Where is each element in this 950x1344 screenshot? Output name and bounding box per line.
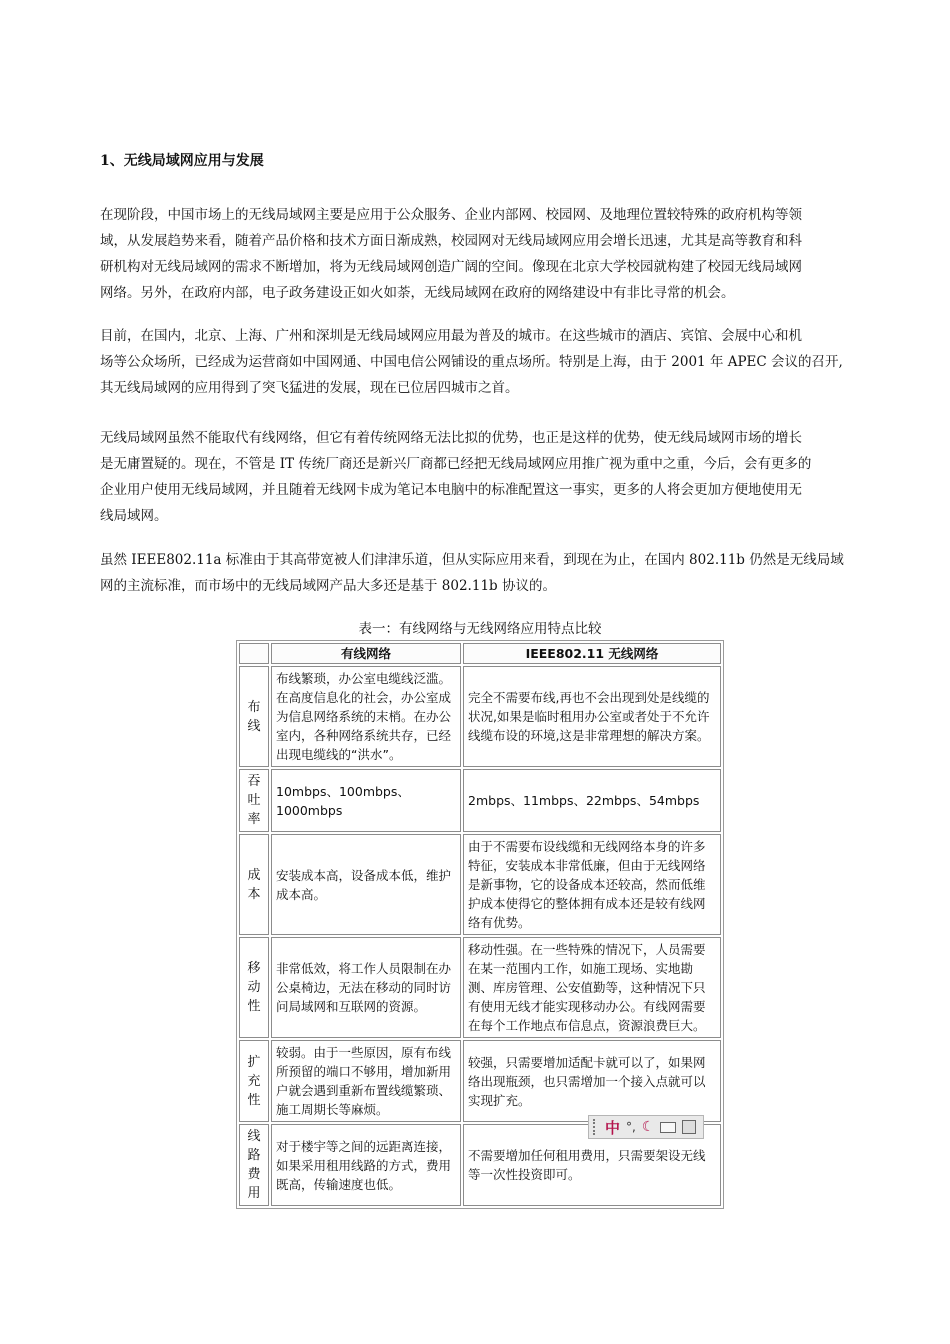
input-mode-toggle[interactable]: 中	[605, 1118, 621, 1137]
row-label-char: 吐	[247, 793, 261, 808]
wireless-cell: 由于不需要布设线缆和无线网络本身的许多特征，安装成本非常低廉，但由于无线网络是新事物，它的设备成本还较高，然而低维护成本使得它的整体拥有成本还是较有线网络有优势。	[463, 834, 721, 935]
paragraph-line: 域，从发展趋势来看，随着产品价格和技术方面日渐成熟，校园网对无线局域网应用会增长迅速，尤其是高等教育和科	[100, 233, 802, 249]
row-label	[239, 937, 269, 1038]
table-row	[239, 834, 721, 935]
keyboard-icon[interactable]	[660, 1122, 676, 1133]
comparison-table-image	[236, 640, 724, 1201]
row-label-char: 费	[247, 1167, 261, 1182]
table-row	[239, 769, 721, 832]
row-label-char: 吞	[247, 774, 261, 789]
row-label-char: 性	[247, 1092, 261, 1108]
paragraph-line: 无线局域网虽然不能取代有线网络，但它有着传统网络无法比拟的优势，也正是这样的优势，使无线局域网市场的增长	[100, 430, 802, 446]
wireless-cell: 较强，只需要增加适配卡就可以了，如果网络出现瓶颈，也只需增加一个接入点就可以实现扩充。	[463, 1040, 721, 1122]
table-caption: 表一：有线网络与无线网络应用特点比较	[358, 621, 602, 637]
row-label	[239, 834, 269, 935]
row-label-char: 用	[247, 1186, 261, 1201]
paragraph-line: 网络。另外，在政府内部，电子政务建设正如火如荼，无线局域网在政府的网络建设中有非比寻常的机会。	[100, 285, 735, 301]
wired-cell: 10mbps、100mbps、1000mbps	[271, 769, 461, 832]
row-label-char: 率	[247, 812, 261, 827]
paragraph-line: 网的主流标准，而市场中的无线局域网产品大多还是基于 802.11b 协议的。	[100, 578, 556, 594]
row-label-char: 充	[247, 1073, 261, 1089]
paragraph-line: 在现阶段，中国市场上的无线局域网主要是应用于公众服务、企业内部网、校园网、及地理位置较特殊的政府机构等领	[100, 207, 802, 223]
paragraph-2	[100, 323, 868, 401]
wired-cell: 非常低效，将工作人员限制在办公桌椅边，无法在移动的同时访问局域网和互联网的资源。	[271, 937, 461, 1038]
ime-toolbar[interactable]	[588, 1115, 704, 1139]
table-header-row	[239, 643, 721, 664]
moon-icon[interactable]: ☾	[641, 1119, 655, 1135]
wireless-cell: 2mbps、11mbps、22mbps、54mbps	[463, 769, 721, 832]
row-label	[239, 769, 269, 832]
wireless-cell: 移动性强。在一些特殊的情况下，人员需要在某一范围内工作，如施工现场、实地勘测、库房管理、公安值勤等，这种情况下只有使用无线才能实现移动办公。有线网需要在每个工作地点布信息点，资源浪费巨大。	[463, 937, 721, 1038]
wired-cell: 较弱。由于一些原因，原有布线所预留的端口不够用，增加新用户就会遇到重新布置线缆繁琐、施工周期长等麻烦。	[271, 1040, 461, 1122]
row-label-char: 成	[247, 867, 261, 883]
paragraph-line: 目前，在国内，北京、上海、广州和深圳是无线局域网应用最为普及的城市。在这些城市的酒店、宾馆、会展中心和机	[100, 328, 802, 344]
wired-cell: 安装成本高，设备成本低，维护成本高。	[271, 834, 461, 935]
toolbox-icon[interactable]	[682, 1120, 696, 1134]
table-row	[239, 1040, 721, 1122]
row-label	[239, 1040, 269, 1122]
paragraph-line: 其无线局域网的应用得到了突飞猛进的发展，现在已位居四城市之首。	[100, 380, 519, 396]
paragraph-line: 企业用户使用无线局域网，并且随着无线网卡成为笔记本电脑中的标准配置这一事实，更多的人将会更加方便地使用无	[100, 482, 802, 498]
paragraph-3	[100, 425, 868, 529]
row-label-char: 动	[247, 980, 261, 995]
wired-cell: 布线繁琐，办公室电缆线泛滥。在高度信息化的社会，办公室成为信息网络系统的末梢。在办公室内，各种网络系统共存，已经出现电缆线的“洪水”。	[271, 666, 461, 767]
wireless-cell: 不需要增加任何租用费用，只需要架设无线等一次性投资即可。	[463, 1124, 721, 1206]
wireless-cell: 完全不需要布线,再也不会出现到处是线缆的状况,如果是临时租用办公室或者处于不允许线缆布设的环境,这是非常理想的解决方案。	[463, 666, 721, 767]
row-label-char: 线	[247, 1129, 261, 1144]
header-cell-wireless: IEEE802.11 无线网络	[463, 643, 721, 664]
row-label-char: 路	[247, 1148, 261, 1163]
row-label	[239, 666, 269, 767]
paragraph-line: 线局域网。	[100, 508, 168, 524]
row-label-char: 布	[247, 699, 261, 715]
paragraph-line: 场等公众场所，已经成为运营商如中国网通、中国电信公网铺设的重点场所。特别是上海，由于 2001 年 APEC 会议的召开,	[100, 354, 843, 370]
row-label-char: 线	[247, 718, 261, 734]
row-label	[239, 1124, 269, 1206]
paragraph-line: 是无庸置疑的。现在，不管是 IT 传统厂商还是新兴厂商都已经把无线局域网应用推广视为重中之重，今后，会有更多的	[100, 456, 812, 472]
drag-handle[interactable]	[593, 1119, 599, 1135]
table-row	[239, 937, 721, 1038]
row-label-char: 扩	[247, 1054, 261, 1070]
paragraph-line: 虽然 IEEE802.11a 标准由于其高带宽被人们津津乐道，但从实际应用来看，到现在为止，在国内 802.11b 仍然是无线局域	[100, 552, 844, 568]
paragraph-1	[100, 202, 868, 306]
header-cell-wired: 有线网络	[271, 643, 461, 664]
paragraph-line: 研机构对无线局域网的需求不断增加，将为无线局域网创造广阔的空间。像现在北京大学校园就构建了校园无线局域网	[100, 259, 802, 275]
paragraph-4	[100, 547, 868, 599]
row-label-char: 性	[247, 999, 261, 1014]
header-cell-empty	[239, 643, 269, 664]
punctuation-toggle[interactable]: °,	[626, 1120, 636, 1134]
row-label-char: 本	[247, 886, 261, 902]
section-heading: 1、无线局域网应用与发展	[100, 153, 264, 169]
table-row	[239, 666, 721, 767]
row-label-char: 移	[247, 961, 261, 976]
wired-cell: 对于楼宇等之间的远距离连接，如果采用租用线路的方式，费用既高，传输速度也低。	[271, 1124, 461, 1206]
